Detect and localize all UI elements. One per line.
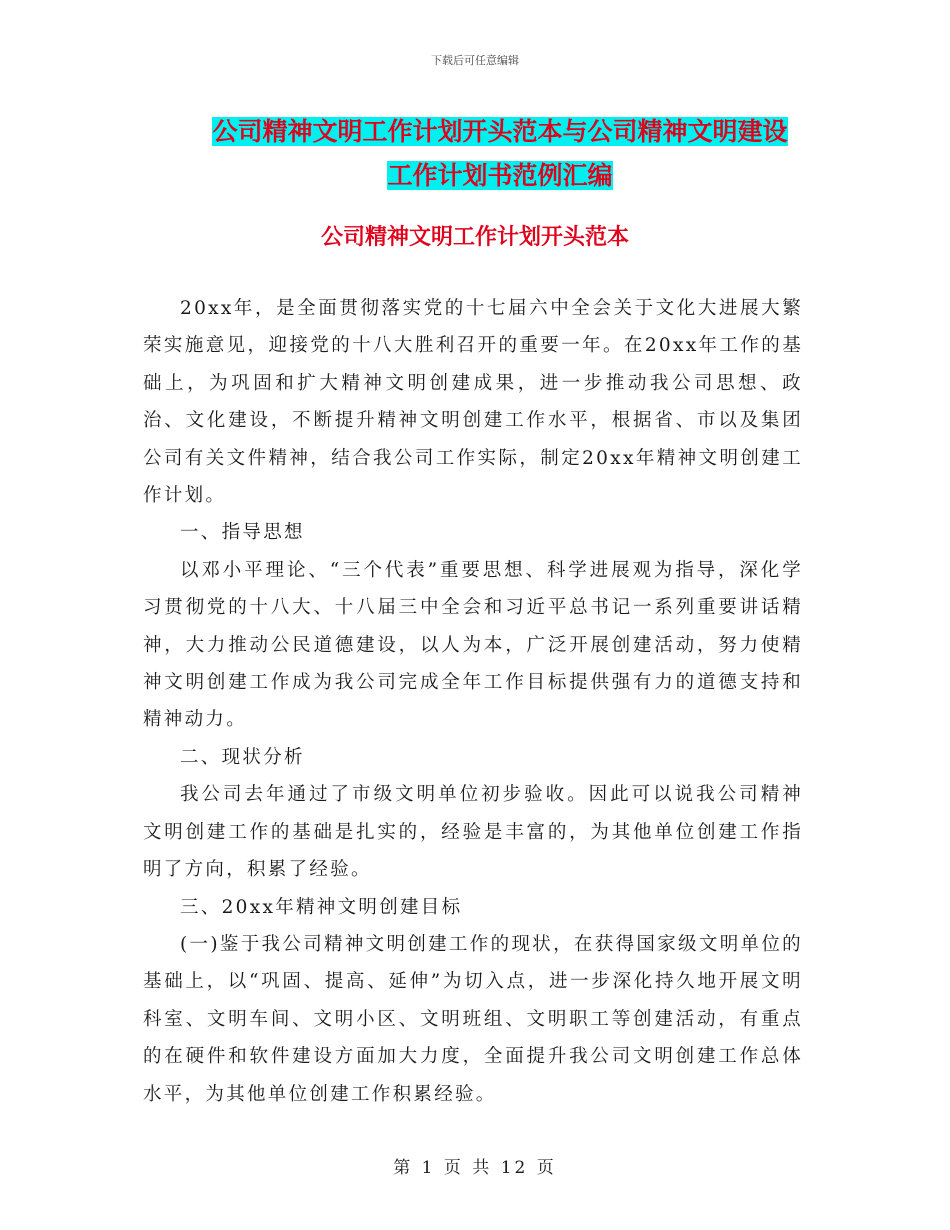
document-body	[143, 290, 803, 1113]
section-title: 公司精神文明工作计划开头范本	[320, 225, 629, 250]
paragraph: 以邓小平理论、“三个代表”重要思想、科学进展观为指导，深化学习贯彻党的十八大、十八届三中全会和习近平总书记一系列重要讲话精神，大力推动公民道德建设，以人为本，广泛开展创建活动，努力使精神文明创建工作成为我公司完成全年工作目标提供强有力的道德支持和精神动力。	[143, 559, 803, 731]
title-line-2: 工作计划书范例汇编	[387, 161, 613, 190]
paragraph: (一)鉴于我公司精神文明创建工作的现状，在获得国家级文明单位的基础上，以“巩固、提高、延伸”为切入点，进一步深化持久地开展文明科室、文明车间、文明小区、文明班组、文明职工等创建活动，有重点的在硬件和软件建设方面加大力度，全面提升我公司文明创建工作总体水平，为其他单位创建工作积累经验。	[143, 933, 803, 1105]
heading-status-analysis: 二、现状分析	[180, 746, 305, 768]
document-title	[150, 110, 850, 198]
paragraph: 我公司去年通过了市级文明单位初步验收。因此可以说我公司精神文明创建工作的基础是扎实的，经验是丰富的，为其他单位创建工作指明了方向，积累了经验。	[143, 784, 803, 881]
heading-guiding-ideology: 一、指导思想	[180, 522, 305, 544]
paragraph: 20xx年，是全面贯彻落实党的十七届六中全会关于文化大进展大繁荣实施意见，迎接党的十八大胜利召开的重要一年。在20xx年工作的基础上，为巩固和扩大精神文明创建成果，进一步推动我公司思想、政治、文化建设，不断提升精神文明创建工作水平，根据省、市以及集团公司有关文件精神，结合我公司工作实际，制定20xx年精神文明创建工作计划。	[143, 298, 803, 507]
page-footer: 第 1 页 共 12 页	[393, 1158, 557, 1178]
heading-goals: 三、20xx年精神文明创建目标	[180, 896, 463, 918]
header-note: 下载后可任意编辑	[431, 54, 519, 67]
title-line-1: 公司精神文明工作计划开头范本与公司精神文明建设	[212, 117, 788, 146]
